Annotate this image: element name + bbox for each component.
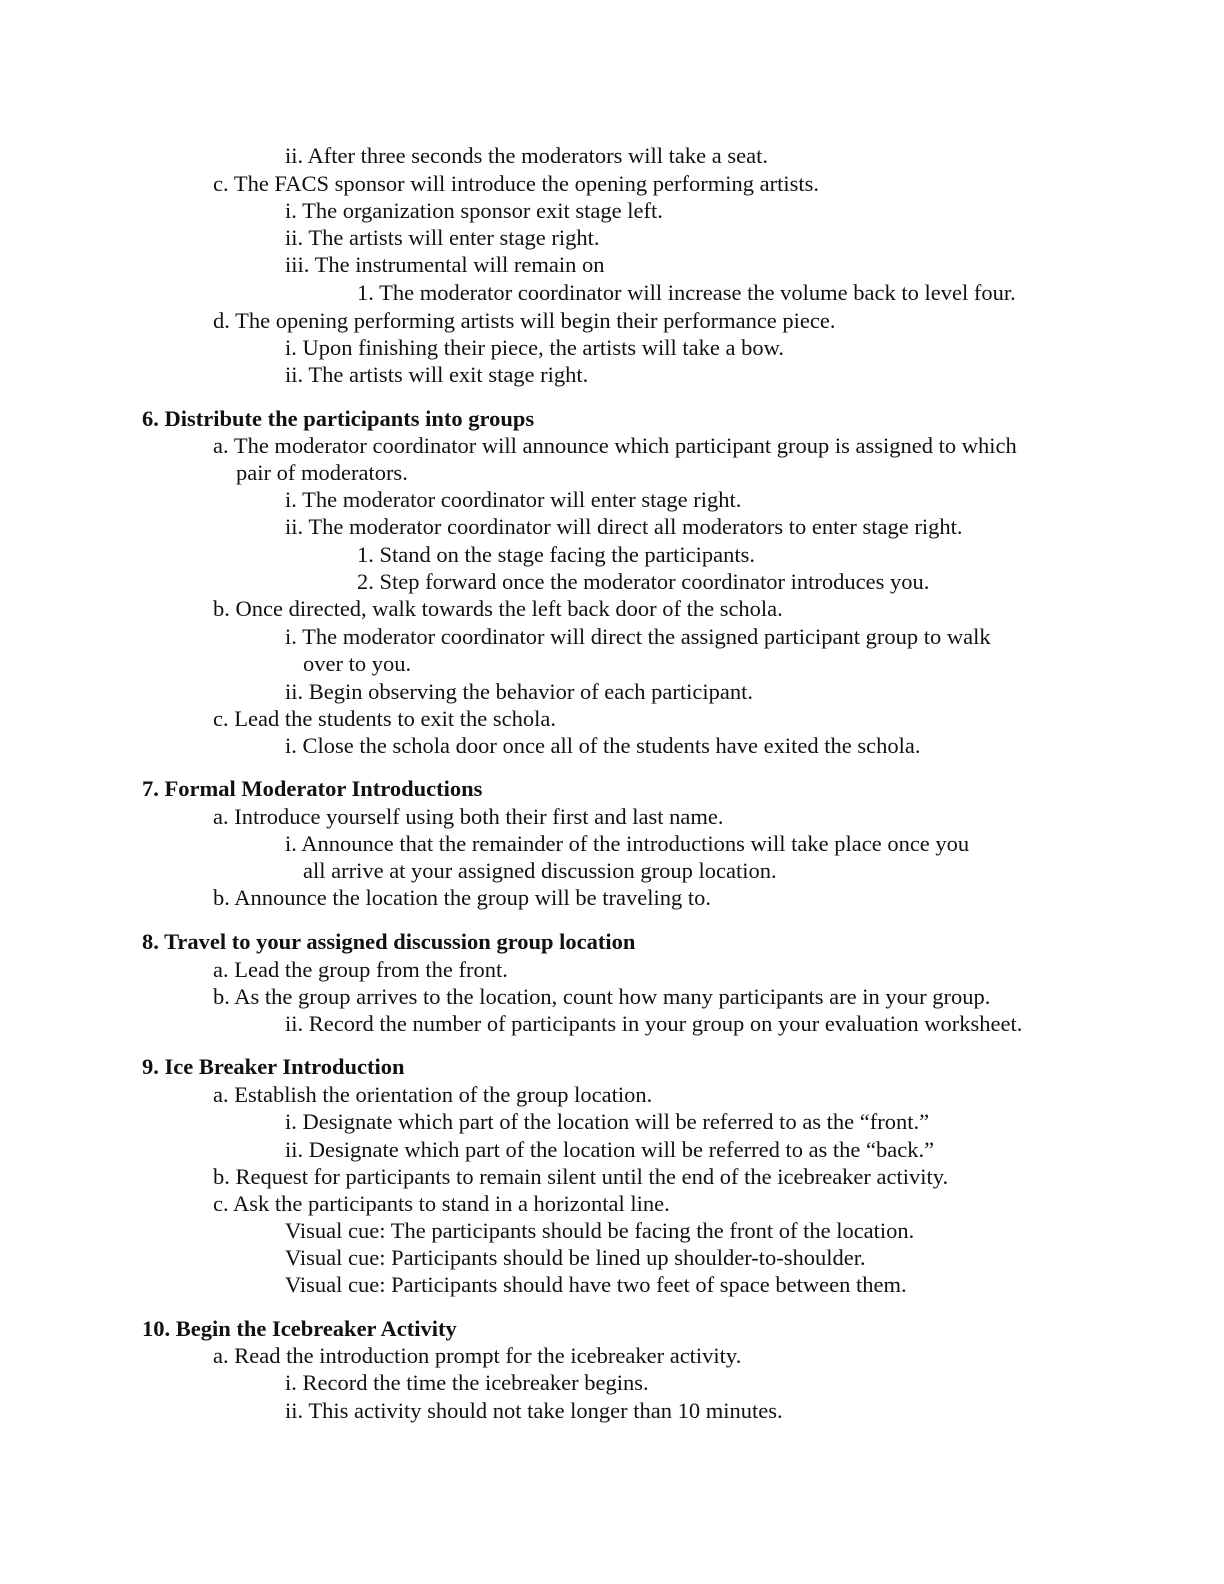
outline-item: i. The organization sponsor exit stage left. <box>285 198 663 223</box>
outline-item: ii. The artists will enter stage right. <box>285 225 600 250</box>
section-heading-6: 6. Distribute the participants into groups <box>142 406 535 431</box>
outline-item: d. The opening performing artists will begin their performance piece. <box>213 308 836 333</box>
outline-item: 2. Step forward once the moderator coordinator introduces you. <box>357 569 930 594</box>
outline-item: ii. The moderator coordinator will direct all moderators to enter stage right. <box>285 514 963 539</box>
outline-item: over to you. <box>303 651 412 676</box>
outline-item: 1. Stand on the stage facing the participants. <box>357 542 756 567</box>
outline-item: a. The moderator coordinator will announce which participant group is assigned to which <box>213 433 1017 458</box>
outline-item: i. The moderator coordinator will enter stage right. <box>285 487 742 512</box>
outline-item: a. Introduce yourself using both their first and last name. <box>213 804 724 829</box>
section-heading-7: 7. Formal Moderator Introductions <box>142 776 483 801</box>
section-heading-9: 9. Ice Breaker Introduction <box>142 1054 405 1079</box>
outline-item: a. Establish the orientation of the group location. <box>213 1082 653 1107</box>
outline-item: i. Record the time the icebreaker begins. <box>285 1370 649 1395</box>
outline-item: c. Lead the students to exit the schola. <box>213 706 557 731</box>
outline-item: ii. Record the number of participants in your group on your evaluation worksheet. <box>285 1011 1023 1036</box>
outline-item: 1. The moderator coordinator will increase the volume back to level four. <box>357 280 1016 305</box>
outline-item: b. As the group arrives to the location, count how many participants are in your group. <box>213 984 991 1009</box>
outline-item: pair of moderators. <box>236 460 408 485</box>
outline-item: ii. The artists will exit stage right. <box>285 362 589 387</box>
outline-item: ii. This activity should not take longer than 10 minutes. <box>285 1398 783 1423</box>
outline-item: Visual cue: Participants should be lined up shoulder-to-shoulder. <box>285 1245 866 1270</box>
outline-item: c. Ask the participants to stand in a horizontal line. <box>213 1191 670 1216</box>
outline-item: a. Read the introduction prompt for the icebreaker activity. <box>213 1343 742 1368</box>
section-heading-8: 8. Travel to your assigned discussion group location <box>142 929 636 954</box>
outline-item: b. Announce the location the group will be traveling to. <box>213 885 712 910</box>
outline-item: Visual cue: Participants should have two feet of space between them. <box>285 1272 907 1297</box>
section-heading-10: 10. Begin the Icebreaker Activity <box>142 1316 457 1341</box>
outline-item: c. The FACS sponsor will introduce the opening performing artists. <box>213 171 819 196</box>
outline-item: i. The moderator coordinator will direct the assigned participant group to walk <box>285 624 991 649</box>
outline-item: i. Upon finishing their piece, the artists will take a bow. <box>285 335 785 360</box>
outline-item: i. Designate which part of the location will be referred to as the “front.” <box>285 1109 930 1134</box>
outline-item: a. Lead the group from the front. <box>213 957 508 982</box>
outline-item: b. Request for participants to remain silent until the end of the icebreaker activity. <box>213 1164 949 1189</box>
outline-item: ii. Designate which part of the location will be referred to as the “back.” <box>285 1137 935 1162</box>
outline-item: i. Announce that the remainder of the introductions will take place once you <box>285 831 970 856</box>
outline-item: iii. The instrumental will remain on <box>285 252 605 277</box>
outline-item: i. Close the schola door once all of the students have exited the schola. <box>285 733 921 758</box>
outline-item: ii. After three seconds the moderators will take a seat. <box>285 143 768 168</box>
outline-item: all arrive at your assigned discussion group location. <box>303 858 777 883</box>
outline-item: b. Once directed, walk towards the left back door of the schola. <box>213 596 783 621</box>
outline-item: Visual cue: The participants should be facing the front of the location. <box>285 1218 915 1243</box>
outline-item: ii. Begin observing the behavior of each participant. <box>285 679 753 704</box>
